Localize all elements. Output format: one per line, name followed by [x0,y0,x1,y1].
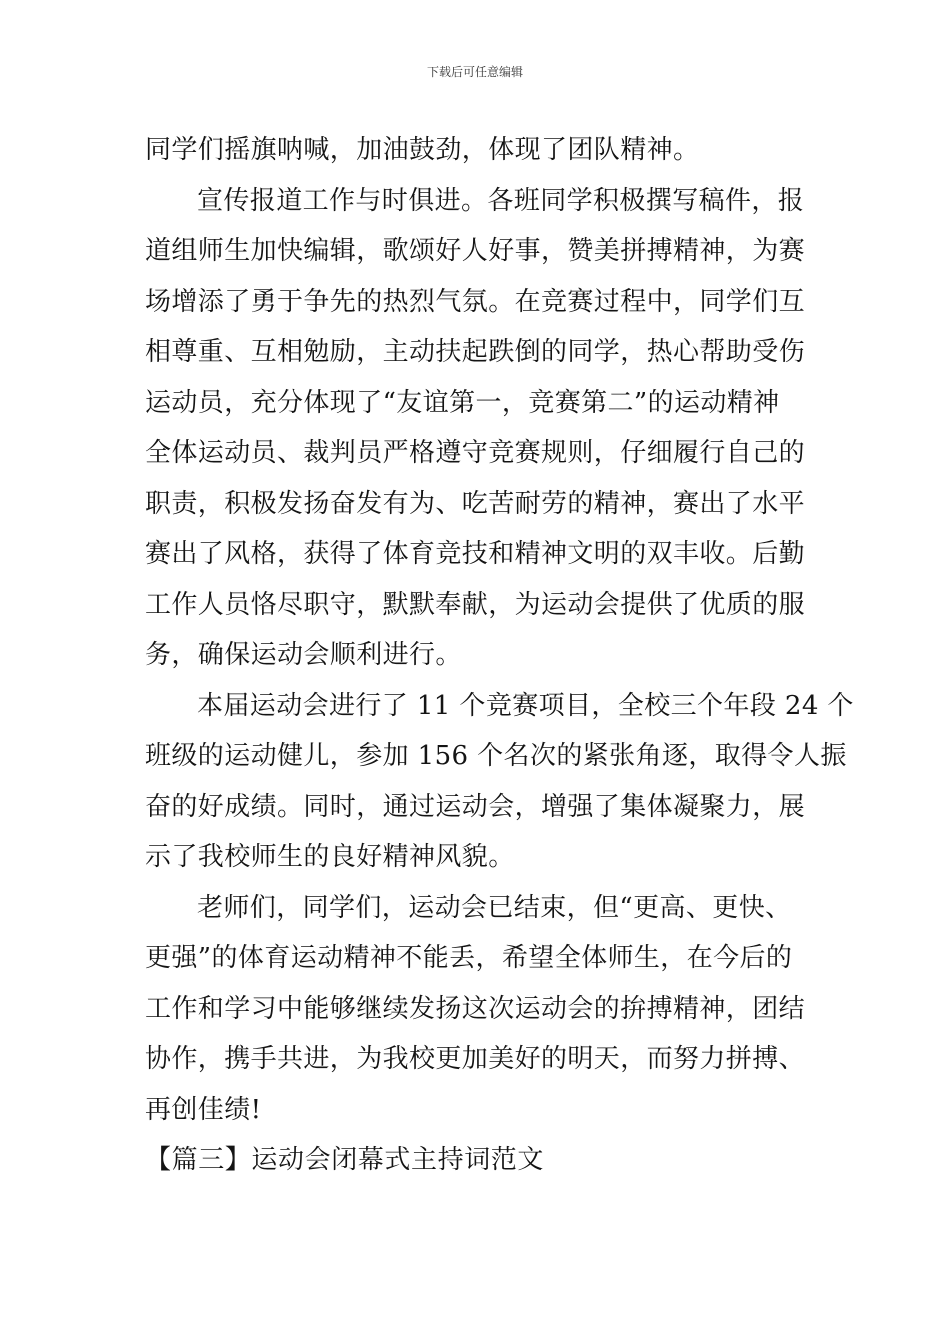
text-line: 同学们摇旗呐喊，加油鼓劲，体现了团队精神。 [145,135,700,165]
paragraph-start-line: 宣传报道工作与时俱进。各班同学积极撰写稿件，报 [197,185,805,216]
text-line: 全体运动员、裁判员严格遵守竞赛规则，仔细履行自己的 [145,438,806,468]
text-line: 运动员，充分体现了“友谊第一，竞赛第二”的运动精神 [145,387,780,418]
page-header: 下载后可任意编辑 [426,65,523,79]
text-line: 班级的运动健儿，参加 156 个名次的紧张角逐，取得令人振 [145,741,847,771]
text-line: 赛出了风格，获得了体育竞技和精神文明的双丰收。后勤 [145,539,806,569]
text-line: 更强”的体育运动精神不能丢，希望全体师生，在今后的 [145,943,793,973]
text-line: 再创佳绩! [145,1094,262,1125]
document-body [145,128,854,1189]
text-line: 奋的好成绩。同时，通过运动会，增强了集体凝聚力，展 [145,791,806,822]
text-line: 工作人员恪尽职守，默默奉献，为运动会提供了优质的服 [145,589,806,620]
text-line: 务，确保运动会顺利进行。 [145,640,462,670]
text-line: 协作，携手共进，为我校更加美好的明天，而努力拼搏、 [145,1044,806,1074]
text-line: 示了我校师生的良好精神风貌。 [145,842,515,872]
text-line: 道组师生加快编辑，歌颂好人好事，赞美拼搏精神，为赛 [145,236,806,266]
paragraph-start-line: 老师们，同学们，运动会已结束，但“更高、更快、 [197,892,792,923]
text-line: 相尊重、互相勉励，主动扶起跌倒的同学，热心帮助受伤 [145,337,806,367]
paragraph-start-line: 本届运动会进行了 11 个竞赛项目，全校三个年段 24 个 [197,690,854,721]
section-heading: 【篇三】运动会闭幕式主持词范文 [145,1145,545,1175]
text-line: 工作和学习中能够继续发扬这次运动会的拚搏精神，团结 [145,993,806,1024]
text-line: 场增添了勇于争先的热烈气氛。在竞赛过程中，同学们互 [145,286,806,317]
text-line: 职责，积极发扬奋发有为、吃苦耐劳的精神，赛出了水平 [145,488,806,519]
